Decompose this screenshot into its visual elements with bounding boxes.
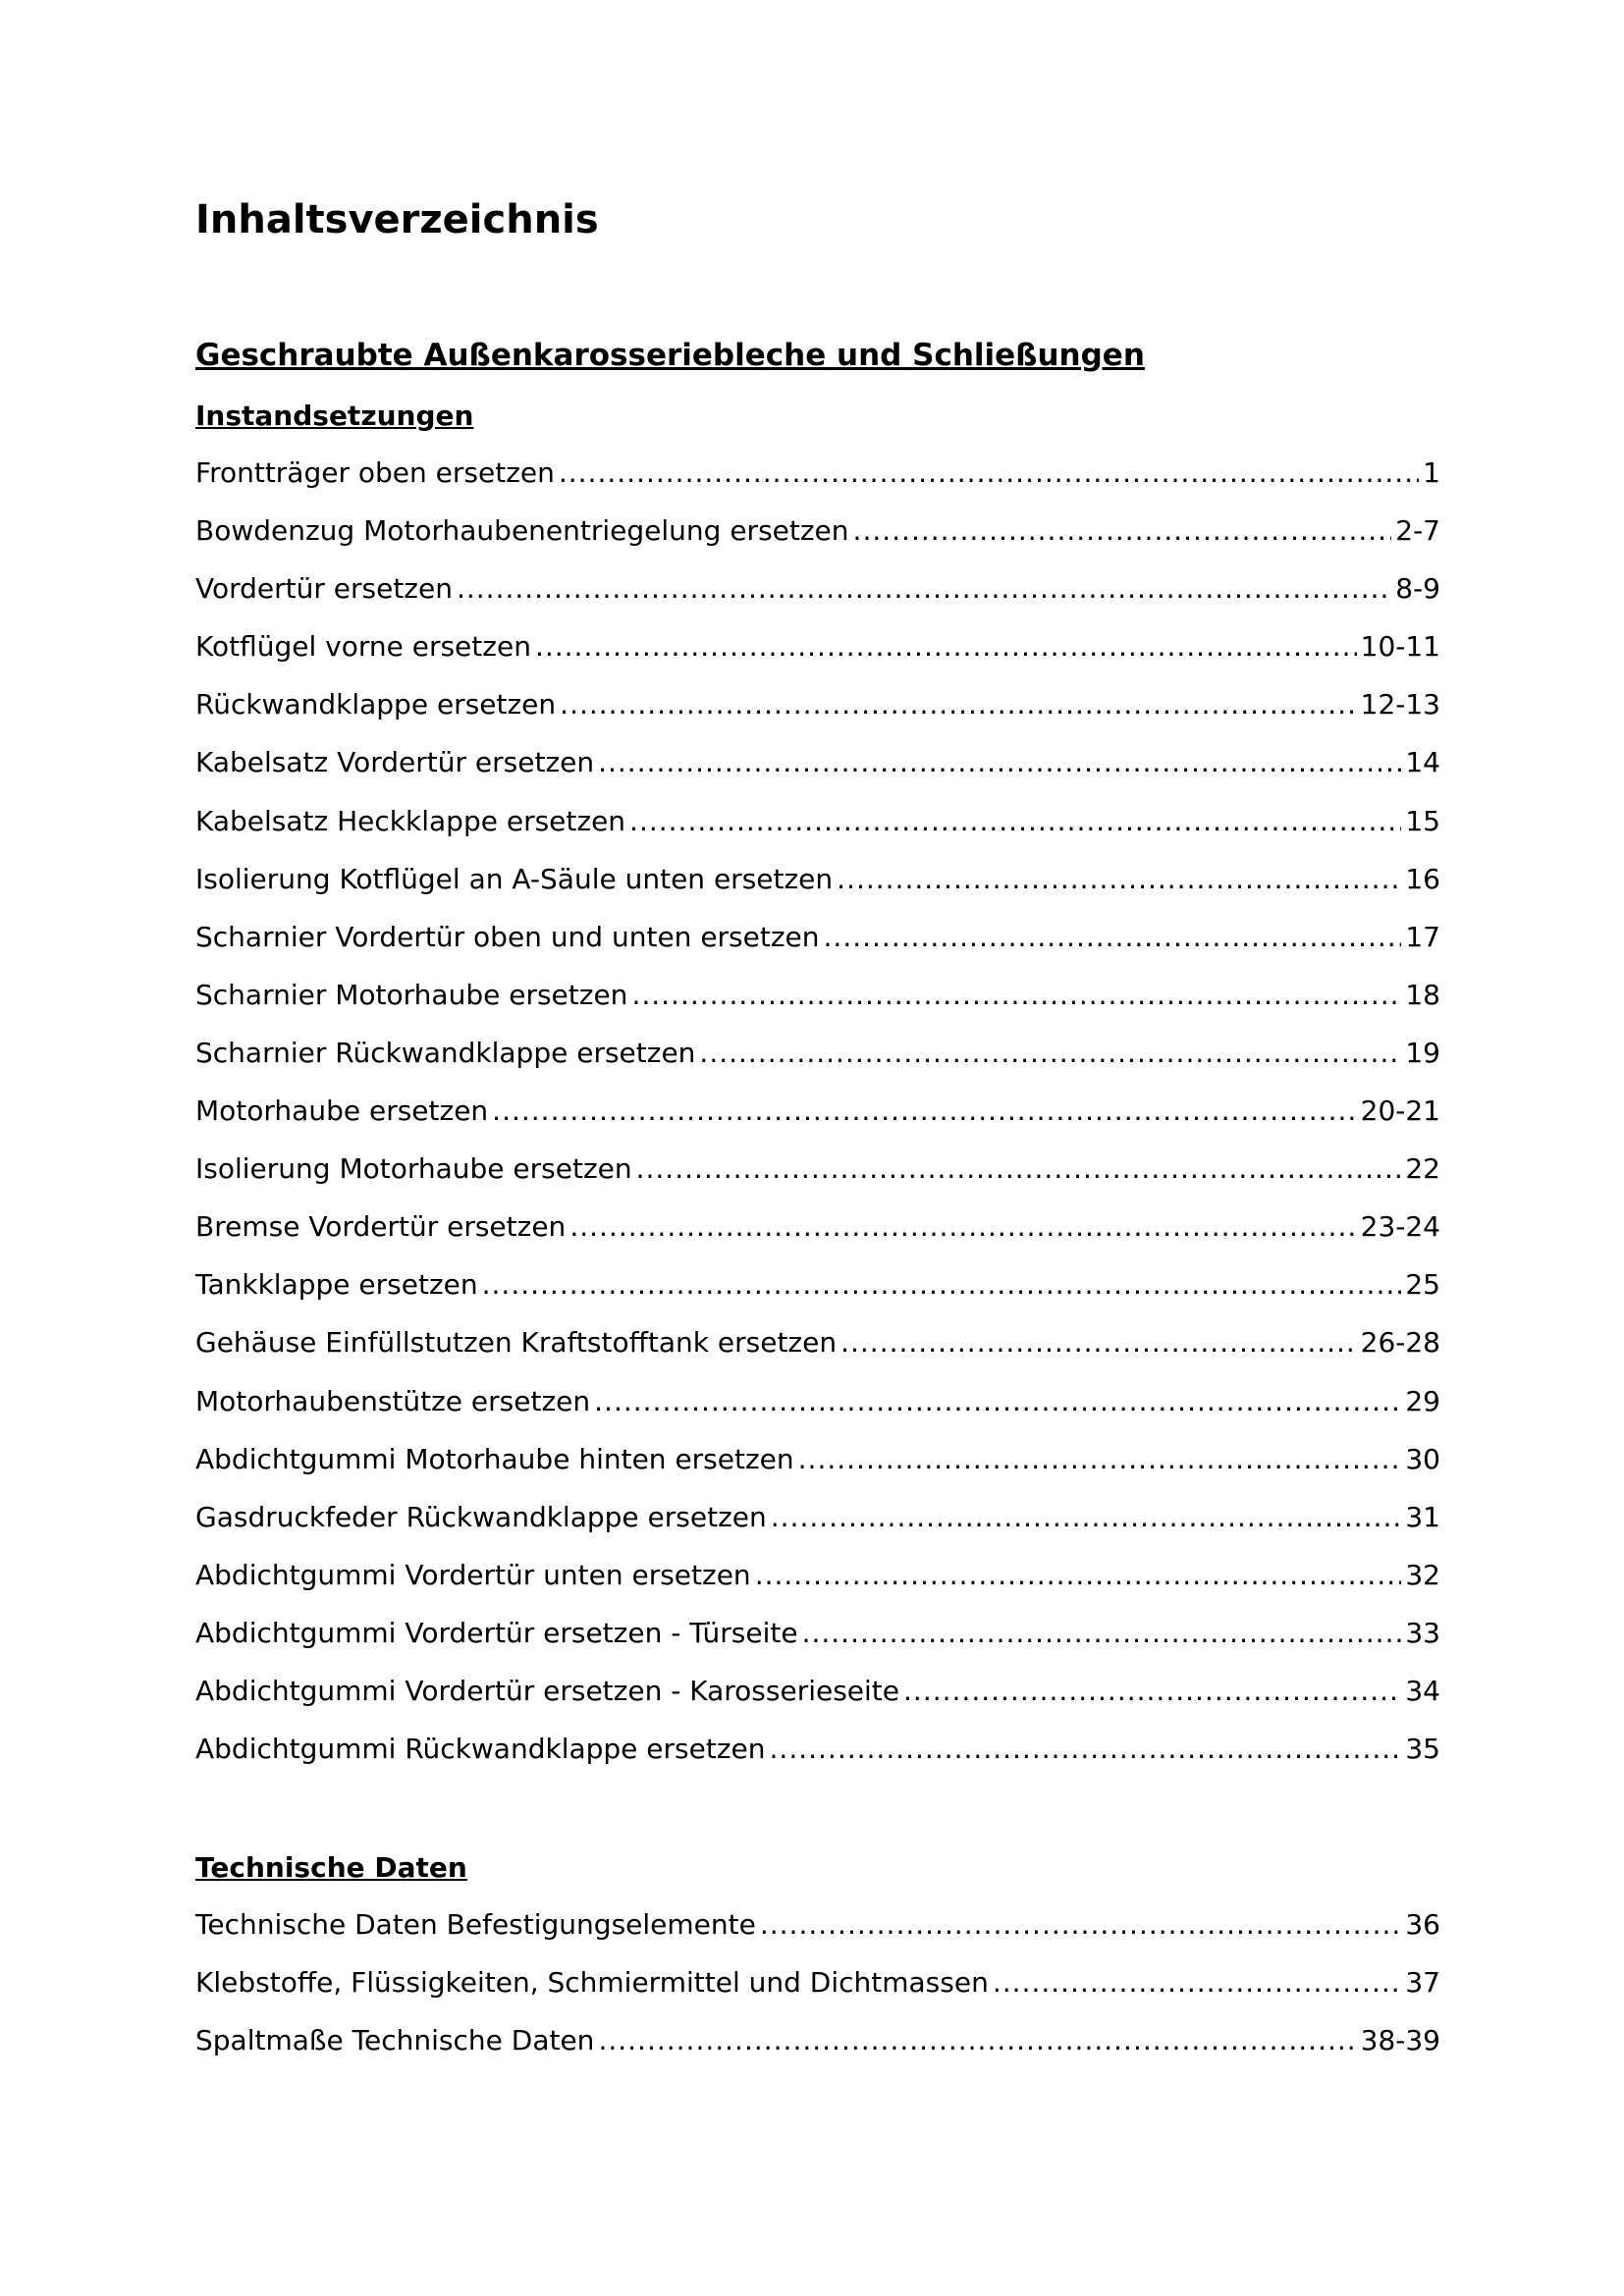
toc-entry-label: Spaltmaße Technische Daten	[195, 2024, 595, 2057]
dot-leader	[798, 1440, 1402, 1479]
dot-leader	[559, 454, 1419, 493]
toc-entry-page-number: 32	[1405, 1558, 1440, 1591]
toc-entry-page-number: 25	[1405, 1268, 1440, 1302]
toc-entry-label: Scharnier Rückwandklappe ersetzen	[195, 1036, 696, 1069]
toc-entry-label: Scharnier Motorhaube ersetzen	[195, 978, 628, 1011]
dot-leader	[853, 511, 1392, 551]
toc-entry-page-number: 37	[1405, 1966, 1440, 2000]
toc-entry[interactable]	[195, 1265, 1440, 1323]
toc-entry-label: Kabelsatz Heckklappe ersetzen	[195, 804, 626, 837]
toc-entry-page-number: 18	[1405, 978, 1440, 1011]
dot-leader	[629, 802, 1401, 841]
group-heading-technische-daten: Technische Daten	[195, 1851, 467, 1884]
toc-entry-page-number: 10-11	[1360, 630, 1440, 664]
toc-entry-label: Vordertür ersetzen	[195, 572, 453, 606]
toc-entry-label: Kotflügel vorne ersetzen	[195, 630, 531, 664]
dot-leader	[802, 1614, 1402, 1653]
toc-entry[interactable]	[195, 1730, 1440, 1788]
dot-leader	[760, 1905, 1402, 1945]
toc-entry-label: Isolierung Kotflügel an A-Säule unten ersetzen	[195, 862, 834, 895]
toc-entry-label: Technische Daten Befestigungselemente	[195, 1908, 756, 1941]
toc-entry-label: Isolierung Motorhaube ersetzen	[195, 1152, 632, 1186]
toc-entry-page-number: 35	[1405, 1733, 1440, 1766]
toc-entry-label: Motorhaube ersetzen	[195, 1095, 489, 1128]
toc-list-technische-daten	[195, 1905, 1440, 2079]
toc-entry-page-number: 14	[1405, 746, 1440, 779]
toc-entry[interactable]	[195, 685, 1440, 743]
toc-entry-page-number: 19	[1405, 1036, 1440, 1069]
dot-leader	[457, 569, 1391, 609]
dot-leader	[594, 1382, 1401, 1421]
toc-entry-page-number: 17	[1405, 920, 1440, 953]
section-title: Geschraubte Außenkarosseriebleche und Schließungen	[195, 338, 1145, 373]
dot-leader	[636, 1149, 1402, 1189]
toc-entry[interactable]	[195, 1323, 1440, 1381]
dot-leader	[770, 1730, 1402, 1769]
toc-entry-page-number: 2-7	[1395, 514, 1440, 548]
toc-entry-page-number: 29	[1405, 1384, 1440, 1417]
toc-entry[interactable]	[195, 1382, 1440, 1440]
toc-entry[interactable]	[195, 1498, 1440, 1556]
toc-entry-page-number: 31	[1405, 1500, 1440, 1533]
toc-entry[interactable]	[195, 627, 1440, 685]
dot-leader	[631, 976, 1401, 1015]
toc-entry-page-number: 1	[1423, 456, 1440, 489]
dot-leader	[598, 2021, 1356, 2060]
toc-entry[interactable]	[195, 1034, 1440, 1092]
toc-entry[interactable]	[195, 511, 1440, 569]
toc-entry-label: Bowdenzug Motorhaubenentriegelung ersetzen	[195, 514, 849, 548]
group-heading-instandsetzungen: Instandsetzungen	[195, 400, 474, 432]
toc-entry[interactable]	[195, 860, 1440, 918]
toc-entry-page-number: 12-13	[1360, 688, 1440, 721]
toc-entry-label: Abdichtgummi Vordertür ersetzen - Türseite	[195, 1616, 798, 1649]
dot-leader	[492, 1092, 1356, 1131]
toc-entry[interactable]	[195, 976, 1440, 1034]
toc-entry-page-number: 26-28	[1360, 1326, 1440, 1360]
toc-entry[interactable]	[195, 1092, 1440, 1149]
toc-entry[interactable]	[195, 918, 1440, 976]
toc-entry[interactable]	[195, 1556, 1440, 1614]
dot-leader	[699, 1034, 1401, 1073]
toc-entry[interactable]	[195, 1149, 1440, 1207]
toc-entry-page-number: 38-39	[1360, 2024, 1440, 2057]
dot-leader	[598, 743, 1401, 782]
toc-entry-label: Gehäuse Einfüllstutzen Kraftstofftank ersetzen	[195, 1326, 838, 1360]
toc-entry-page-number: 33	[1405, 1616, 1440, 1649]
toc-entry[interactable]	[195, 1672, 1440, 1730]
dot-leader	[535, 627, 1357, 667]
toc-entry[interactable]	[195, 743, 1440, 801]
dot-leader	[569, 1207, 1356, 1247]
toc-entry-page-number: 22	[1405, 1152, 1440, 1186]
toc-entry[interactable]	[195, 454, 1440, 511]
toc-entry-page-number: 34	[1405, 1674, 1440, 1707]
toc-entry-page-number: 30	[1405, 1442, 1440, 1475]
dot-leader	[837, 860, 1401, 899]
dot-leader	[993, 1963, 1402, 2002]
toc-entry[interactable]	[195, 1963, 1440, 2021]
dot-leader	[824, 918, 1402, 957]
toc-entry[interactable]	[195, 1207, 1440, 1265]
toc-entry-label: Abdichtgummi Vordertür ersetzen - Karosserieseite	[195, 1674, 900, 1707]
dot-leader	[482, 1265, 1402, 1305]
toc-entry-page-number: 8-9	[1395, 572, 1440, 606]
toc-entry[interactable]	[195, 569, 1440, 627]
toc-list-instandsetzungen	[195, 454, 1440, 1788]
toc-entry-page-number: 20-21	[1360, 1095, 1440, 1128]
toc-entry-label: Rückwandklappe ersetzen	[195, 688, 557, 721]
toc-entry-label: Bremse Vordertür ersetzen	[195, 1210, 567, 1244]
dot-leader	[903, 1672, 1401, 1711]
toc-entry-label: Kabelsatz Vordertür ersetzen	[195, 746, 595, 779]
toc-entry-label: Abdichtgummi Vordertür unten ersetzen	[195, 1558, 751, 1591]
toc-entry[interactable]	[195, 1905, 1440, 1963]
toc-entry-label: Abdichtgummi Motorhaube hinten ersetzen	[195, 1442, 794, 1475]
toc-entry-page-number: 36	[1405, 1908, 1440, 1941]
toc-entry-label: Scharnier Vordertür oben und unten ersetzen	[195, 920, 820, 953]
toc-entry[interactable]	[195, 1614, 1440, 1672]
toc-entry-label: Klebstoffe, Flüssigkeiten, Schmiermittel und Dichtmassen	[195, 1966, 989, 2000]
toc-entry-page-number: 15	[1405, 804, 1440, 837]
dot-leader	[755, 1556, 1402, 1595]
dot-leader	[771, 1498, 1402, 1537]
toc-entry-label: Abdichtgummi Rückwandklappe ersetzen	[195, 1733, 766, 1766]
toc-entry-label: Frontträger oben ersetzen	[195, 456, 555, 489]
toc-entry-label: Gasdruckfeder Rückwandklappe ersetzen	[195, 1500, 767, 1533]
toc-entry-page-number: 16	[1405, 862, 1440, 895]
toc-entry[interactable]	[195, 1440, 1440, 1498]
toc-entry-label: Tankklappe ersetzen	[195, 1268, 478, 1302]
dot-leader	[840, 1323, 1357, 1362]
dot-leader	[560, 685, 1356, 724]
toc-entry-page-number: 23-24	[1360, 1210, 1440, 1244]
page-title: Inhaltsverzeichnis	[195, 197, 599, 242]
toc-entry-label: Motorhaubenstütze ersetzen	[195, 1384, 591, 1417]
toc-entry[interactable]	[195, 802, 1440, 860]
toc-entry[interactable]	[195, 2021, 1440, 2079]
